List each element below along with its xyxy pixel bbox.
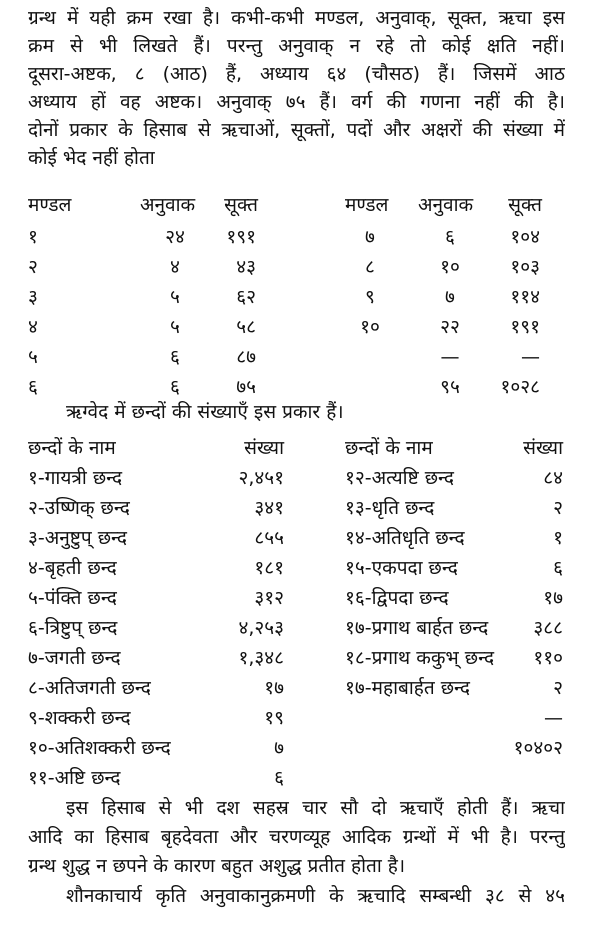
table-cell: १०३ — [510, 256, 540, 278]
table-cell: ७ — [274, 737, 284, 759]
table-cell: २,४५१ — [238, 467, 284, 489]
table-cell: ४ — [170, 256, 180, 278]
paragraph-line: ग्रन्थ शुद्ध न छपने के कारण बहुत अशुद्ध प्रतीत होता है। — [28, 855, 406, 877]
column-header: छन्दों के नाम — [345, 437, 433, 459]
table-cell: १९१ — [226, 226, 256, 248]
column-header: अनुवाक — [140, 194, 196, 216]
table-cell: २ — [553, 677, 563, 699]
table-cell: ७ — [365, 226, 375, 248]
table-cell: ४ — [28, 316, 38, 338]
table-cell: १८-प्रगाथ ककुभ् छन्द — [345, 647, 495, 669]
column-header: मण्डल — [345, 194, 389, 216]
table-cell: ८४ — [543, 467, 563, 489]
table-cell: १९१ — [510, 316, 540, 338]
table-cell: १६-द्विपदा छन्द — [345, 587, 449, 609]
table-cell: १७ — [264, 677, 284, 699]
table-cell: — — [544, 707, 563, 729]
table-cell: ९-शक्करी छन्द — [28, 707, 131, 729]
table-cell: ५-पंक्ति छन्द — [28, 587, 117, 609]
table-cell: ७-जगती छन्द — [28, 647, 121, 669]
table-cell: ५ — [28, 346, 38, 368]
table-cell: ३-अनुष्टुप् छन्द — [28, 527, 128, 549]
table-cell: २ — [28, 256, 38, 278]
table-cell: ६-त्रिष्टुप् छन्द — [28, 617, 118, 639]
table-cell: — — [440, 346, 460, 368]
table-cell: २ — [553, 497, 563, 519]
table-cell: १०२८ — [500, 376, 540, 398]
table-cell — [330, 373, 410, 401]
paragraph-line: अध्याय हों वह अष्टक। अनुवाक् ७५ हैं। वर्ग की गणना नहीं की है। — [28, 91, 565, 113]
table-cell: ६ — [28, 376, 38, 398]
table-cell: — — [521, 346, 540, 368]
table-cell: ५ — [170, 286, 180, 308]
table-cell: ३८८ — [533, 617, 563, 639]
table-cell: ८ — [365, 256, 375, 278]
table-cell: १४-अतिधृति छन्द — [345, 527, 465, 549]
table-cell: १८१ — [254, 557, 284, 579]
table-cell: ६२ — [236, 286, 256, 308]
paragraph-line: कोई भेद नहीं होता — [28, 147, 155, 169]
chanda-intro: ऋग्वेद में छन्दों की संख्याएँ इस प्रकार हैं। — [66, 401, 344, 423]
table-cell: १७-महाबार्हत छन्द — [345, 677, 470, 699]
table-cell: ९ — [365, 286, 375, 308]
table-cell: २२ — [440, 316, 460, 338]
table-cell: ८७ — [236, 346, 256, 368]
table-cell: ११० — [533, 647, 563, 669]
column-header: सूक्त — [224, 194, 258, 216]
table-cell: ४३ — [236, 256, 256, 278]
table-cell: ३ — [28, 286, 38, 308]
table-cell: १ — [553, 527, 563, 549]
table-cell: १५-एकपदा छन्द — [345, 557, 458, 579]
table-cell: ३४१ — [254, 497, 284, 519]
table-cell: ६ — [170, 376, 180, 398]
table-cell: १०-अतिशक्करी छन्द — [28, 737, 171, 759]
table-cell: १०४०२ — [513, 737, 563, 759]
column-header: अनुवाक — [418, 194, 474, 216]
table-cell: १ — [28, 226, 38, 248]
table-cell: १० — [360, 316, 380, 338]
paragraph-line: दोनों प्रकार के हिसाब से ऋचाओं, सूक्तों, पदों और अक्षरों की संख्या में — [28, 119, 565, 141]
table-cell: ५८ — [236, 316, 256, 338]
table-cell: ११४ — [510, 286, 540, 308]
table-cell: ७ — [445, 286, 455, 308]
table-cell: १३-धृति छन्द — [345, 497, 435, 519]
table-cell: ५ — [170, 316, 180, 338]
table-cell: ९५ — [440, 376, 460, 398]
table-cell: १९ — [264, 707, 284, 729]
table-cell: २-उष्णिक् छन्द — [28, 497, 130, 519]
table-cell: १७ — [543, 587, 563, 609]
paragraph-line: क्रम से भी लिखते हैं। परन्तु अनुवाक् न रहे तो कोई क्षति नहीं। — [28, 35, 565, 57]
table-cell: ६ — [445, 226, 455, 248]
table-cell: १७-प्रगाथ बार्हत छन्द — [345, 617, 489, 639]
table-cell: १,३४८ — [238, 647, 284, 669]
table-cell: १०४ — [510, 226, 540, 248]
table-cell: ८-अतिजगती छन्द — [28, 677, 151, 699]
table-cell: ७५ — [236, 376, 256, 398]
paragraph-line: शौनकाचार्य कृति अनुवाकानुक्रमणी के ऋचादि सम्बन्धी ३८ से ४५ — [66, 885, 565, 907]
column-header: संख्या — [244, 437, 284, 459]
table-cell: ८५५ — [254, 527, 284, 549]
table-cell: ६ — [274, 767, 284, 789]
paragraph-line: आदि का हिसाब बृहदेवता और चरणव्यूह आदिक ग्रन्थों में भी है। परन्तु — [28, 826, 565, 848]
paragraph-line: ग्रन्थ में यही क्रम रखा है। कभी-कभी मण्डल, अनुवाक्, सूक्त, ऋचा इस — [28, 7, 565, 29]
table-cell: ३१२ — [254, 587, 284, 609]
table-cell: ६ — [553, 557, 563, 579]
table-cell: ४,२५३ — [238, 617, 284, 639]
table-cell: १२-अत्यष्टि छन्द — [345, 467, 454, 489]
table-cell — [480, 764, 563, 792]
table-cell — [330, 343, 410, 371]
paragraph-line: इस हिसाब से भी दश सहस्र चार सौ दो ऋचाएँ होती हैं। ऋचा — [66, 797, 565, 819]
column-header: संख्या — [523, 437, 563, 459]
column-header: मण्डल — [28, 194, 72, 216]
table-cell: ११-अष्टि छन्द — [28, 767, 121, 789]
table-cell: २४ — [165, 226, 185, 248]
table-cell: १-गायत्री छन्द — [28, 467, 123, 489]
paragraph-line: दूसरा-अष्टक, ८ (आठ) हैं, अध्याय ६४ (चौसठ) हैं। जिसमें आठ — [28, 63, 565, 85]
table-cell: ६ — [170, 346, 180, 368]
column-header: सूक्त — [508, 194, 542, 216]
table-cell: ४-बृहती छन्द — [28, 557, 117, 579]
column-header: छन्दों के नाम — [28, 437, 116, 459]
table-cell: १० — [440, 256, 460, 278]
